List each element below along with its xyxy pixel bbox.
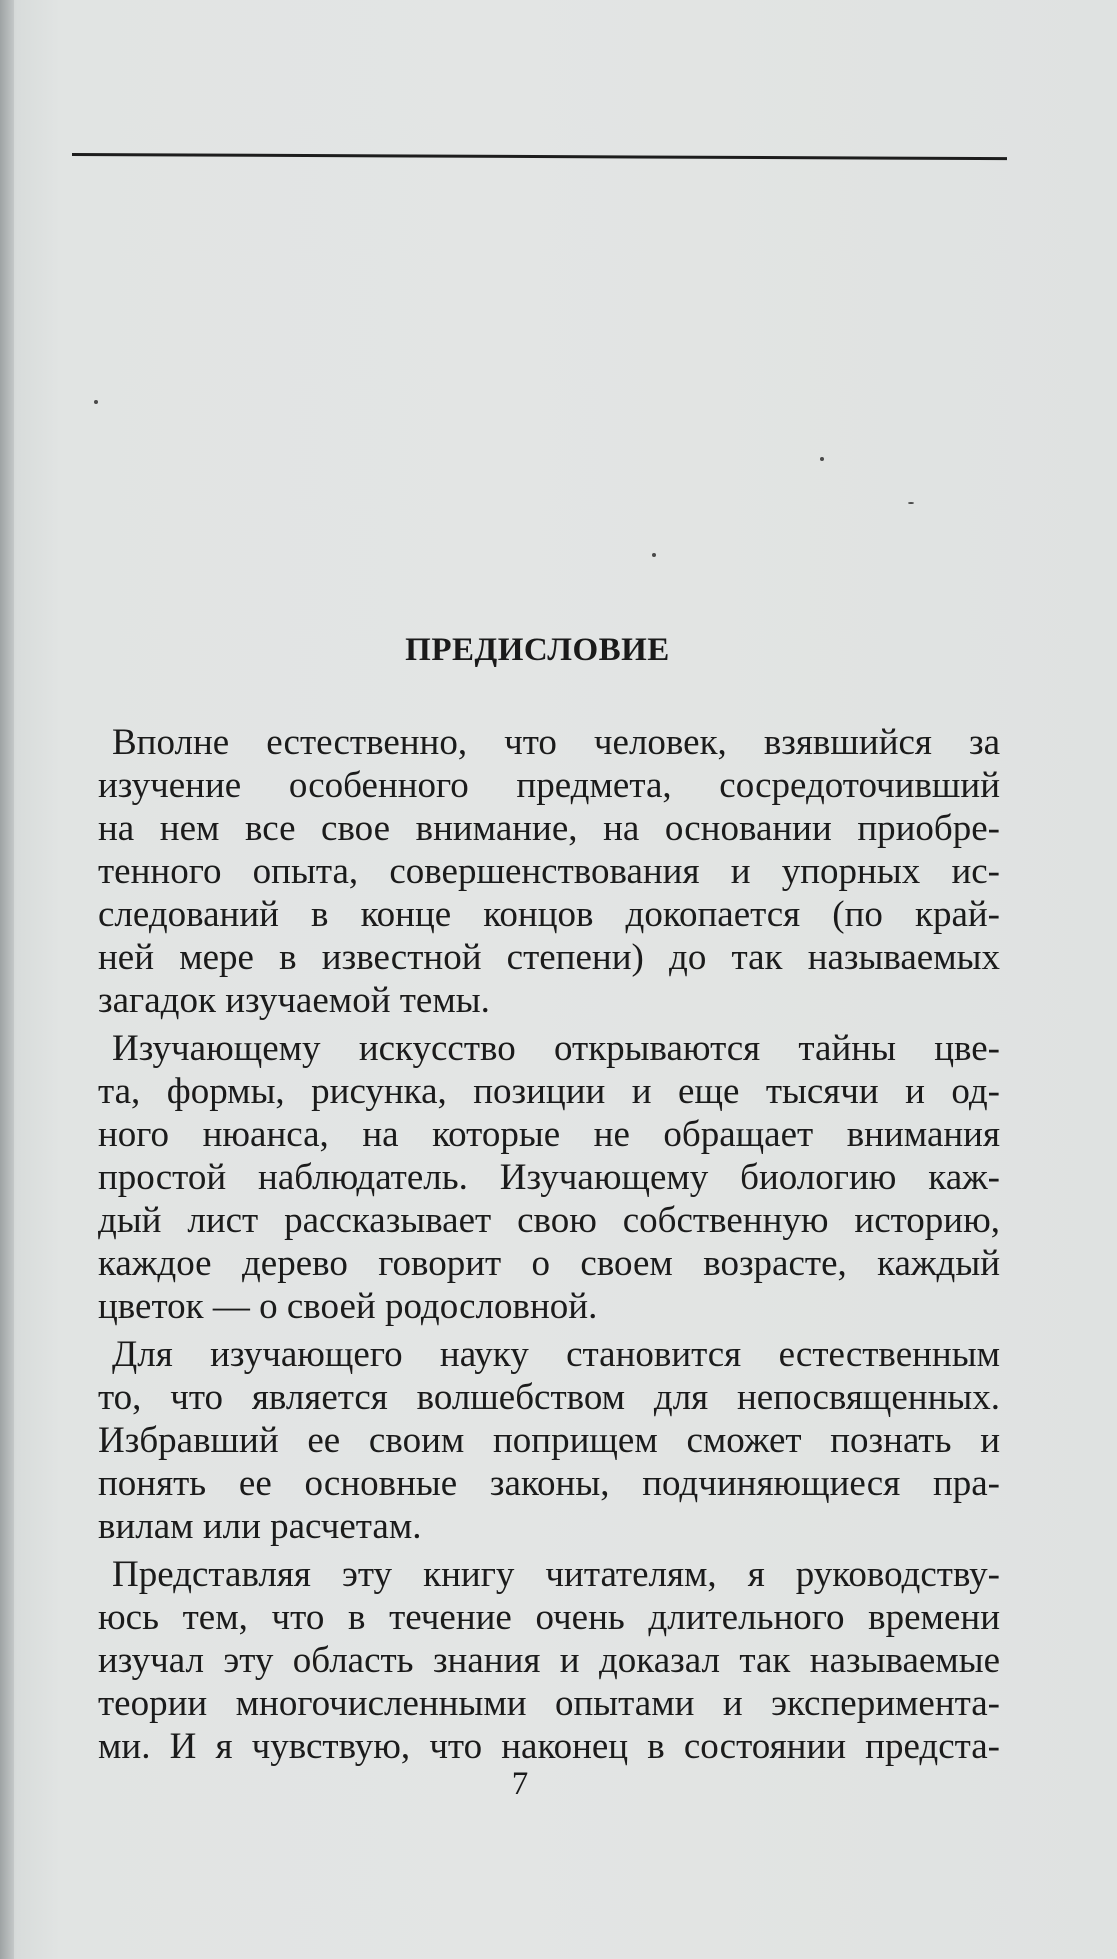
header-rule [72,153,1007,160]
page-gutter-shadow [0,0,14,1959]
text-line: изучал эту область знания и доказал так называемые [98,1640,1000,1681]
text-line: загадок изучаемой темы. [98,980,490,1021]
text-line: на нем все свое внимание, на основании приобре- [98,808,1000,849]
text-line: та, формы, рисунка, позиции и еще тысячи и од- [98,1071,1000,1112]
paragraph [98,1333,1000,1548]
text-line: изучение особенного предмета, сосредоточивший [98,765,1000,806]
print-speck [94,400,98,404]
text-line: ми. И я чувствую, что наконец в состоянии предста- [98,1726,1000,1767]
print-speck [820,457,824,461]
text-line: то, что является волшебством для непосвященных. [98,1377,1000,1418]
text-line: теории многочисленными опытами и эксперимента- [98,1683,1000,1724]
page-number: 7 [511,1766,529,1802]
text-line: каждое дерево говорит о своем возрасте, каждый [98,1243,1000,1284]
paragraph [98,721,1000,1022]
text-line: ней мере в известной степени) до так называемых [98,937,1000,978]
paragraph [98,1553,1000,1768]
text-line: тенного опыта, совершенствования и упорных ис- [98,851,1000,892]
text-line: цветок — о своей родословной. [98,1286,598,1327]
text-line: Избравший ее своим поприщем сможет познать и [98,1420,1000,1461]
text-line: Представляя эту книгу читателям, я руководству- [112,1554,1000,1595]
text-line: простой наблюдатель. Изучающему биологию каж- [98,1157,1000,1198]
text-line: юсь тем, что в течение очень длительного времени [98,1597,1000,1638]
text-line: дый лист рассказывает свою собственную историю, [98,1200,1000,1241]
text-line: Вполне естественно, что человек, взявшийся за [112,722,1000,763]
text-line: Для изучающего науку становится естественным [112,1334,1000,1375]
text-line: ного нюанса, на которые не обращает внимания [98,1114,1000,1155]
text-line: Изучающему искусство открываются тайны цве- [112,1028,1000,1069]
page-heading: ПРЕДИСЛОВИЕ [405,632,670,668]
text-line: вилам или расчетам. [98,1506,422,1547]
print-speck [908,502,914,504]
text-line: понять ее основные законы, подчиняющиеся пра- [98,1463,1000,1504]
print-speck [652,553,656,557]
body-text [98,721,1000,1773]
text-line: следований в конце концов докопается (по край- [98,894,1000,935]
paragraph [98,1027,1000,1328]
